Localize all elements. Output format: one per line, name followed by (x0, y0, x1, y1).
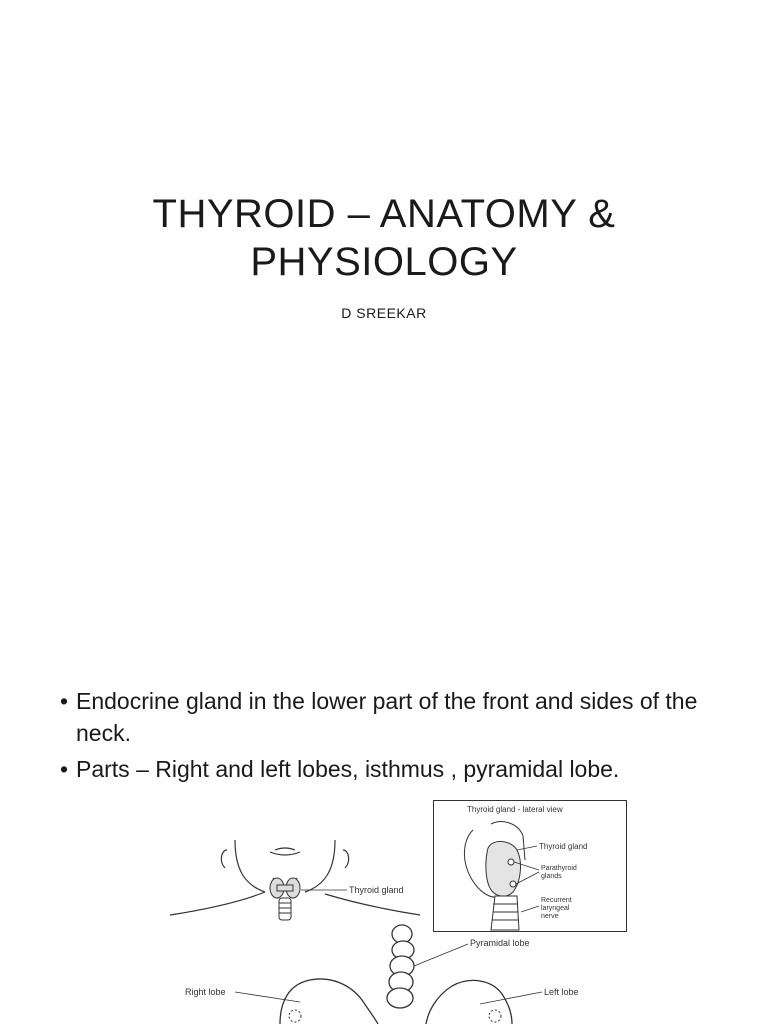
bullet-item-1 (60, 685, 720, 749)
slide-title (0, 190, 768, 286)
lateral-view-diagram (433, 800, 627, 932)
lateral-parathyroid-label-1: Parathyroid (541, 865, 577, 872)
pyramidal-lobe-label: Pyramidal lobe (470, 938, 530, 948)
thyroid-gland-mini (270, 878, 300, 898)
thyroid-lateral (486, 841, 521, 896)
lateral-parathyroid-label-2: glands (541, 873, 562, 880)
bullet-dot-icon: • (60, 688, 69, 714)
left-lobe-label: Left lobe (544, 987, 579, 997)
lateral-nerve-label-1: Recurrent (541, 897, 572, 904)
bullet-dot-icon: • (60, 756, 69, 782)
bullet-item-2 (60, 753, 720, 785)
title-line-1: THYROID – ANATOMY & (152, 192, 616, 236)
title-line-2: PHYSIOLOGY (250, 240, 518, 284)
right-lobe-label: Right lobe (185, 987, 226, 997)
neck-thyroid-label: Thyroid gland (349, 885, 404, 895)
lateral-nerve-label-3: nerve (541, 913, 559, 920)
thyroid-lobes-diagram (180, 920, 600, 1024)
author-name: D SREEKAR (341, 305, 427, 321)
left-lobe (426, 980, 512, 1024)
bullet-list (60, 685, 720, 789)
neck-diagram (165, 830, 425, 930)
bullet-text-1: Endocrine gland in the lower part of the front and sides of the neck. (76, 688, 698, 746)
trachea-mini (279, 898, 291, 920)
bullet-text-2: Parts – Right and left lobes, isthmus , pyramidal lobe. (76, 756, 620, 782)
lateral-thyroid-label: Thyroid gland (539, 842, 588, 851)
lateral-nerve-label-2: laryngeal (541, 905, 570, 912)
pyramidal-lobe (387, 925, 414, 1008)
lateral-caption: Thyroid gland - lateral view (467, 805, 563, 814)
